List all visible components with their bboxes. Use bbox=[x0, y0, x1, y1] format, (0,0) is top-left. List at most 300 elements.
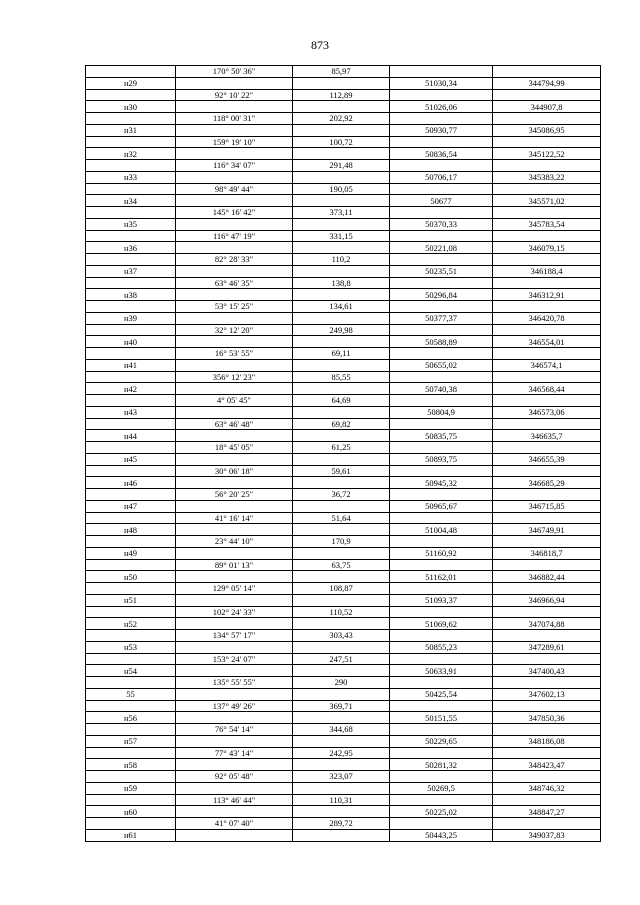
point-name-cell bbox=[86, 277, 176, 289]
x-coordinate-cell: 50269,5 bbox=[390, 782, 493, 794]
direction-angle-cell bbox=[176, 101, 293, 113]
y-coordinate-cell bbox=[493, 559, 601, 571]
distance-cell: 110,31 bbox=[293, 794, 390, 806]
x-coordinate-cell: 50221,08 bbox=[390, 242, 493, 254]
page-number: 873 bbox=[311, 38, 329, 52]
y-coordinate-cell: 345571,02 bbox=[493, 195, 601, 207]
direction-angle-cell: 134° 57' 17" bbox=[176, 630, 293, 642]
direction-angle-cell bbox=[176, 688, 293, 700]
direction-angle-cell: 135° 55' 55" bbox=[176, 677, 293, 689]
y-coordinate-cell: 346655,39 bbox=[493, 453, 601, 465]
y-coordinate-cell bbox=[493, 418, 601, 430]
distance-cell bbox=[293, 336, 390, 348]
point-name-cell bbox=[86, 160, 176, 172]
y-coordinate-cell: 347289,61 bbox=[493, 641, 601, 653]
direction-angle-cell bbox=[176, 829, 293, 841]
distance-cell: 108,87 bbox=[293, 583, 390, 595]
point-row bbox=[86, 77, 601, 89]
x-coordinate-cell bbox=[390, 536, 493, 548]
point-row bbox=[86, 782, 601, 794]
direction-angle-cell bbox=[176, 124, 293, 136]
y-coordinate-cell bbox=[493, 277, 601, 289]
y-coordinate-cell: 347602,13 bbox=[493, 688, 601, 700]
direction-angle-cell: 170° 50' 36" bbox=[176, 66, 293, 78]
direction-angle-cell: 76° 54' 14" bbox=[176, 724, 293, 736]
y-coordinate-cell bbox=[493, 113, 601, 125]
point-row bbox=[86, 148, 601, 160]
direction-angle-cell bbox=[176, 594, 293, 606]
point-name-cell: н45 bbox=[86, 453, 176, 465]
distance-cell bbox=[293, 171, 390, 183]
distance-cell bbox=[293, 430, 390, 442]
segment-row bbox=[86, 724, 601, 736]
segment-row bbox=[86, 559, 601, 571]
x-coordinate-cell bbox=[390, 512, 493, 524]
direction-angle-cell: 30° 06' 18" bbox=[176, 465, 293, 477]
x-coordinate-cell: 50835,75 bbox=[390, 430, 493, 442]
point-row bbox=[86, 242, 601, 254]
distance-cell: 36,72 bbox=[293, 489, 390, 501]
x-coordinate-cell bbox=[390, 442, 493, 454]
point-name-cell bbox=[86, 324, 176, 336]
x-coordinate-cell bbox=[390, 606, 493, 618]
y-coordinate-cell: 348847,27 bbox=[493, 806, 601, 818]
y-coordinate-cell bbox=[493, 254, 601, 266]
x-coordinate-cell: 50740,38 bbox=[390, 383, 493, 395]
segment-row bbox=[86, 794, 601, 806]
distance-cell bbox=[293, 242, 390, 254]
point-name-cell: н60 bbox=[86, 806, 176, 818]
segment-row bbox=[86, 89, 601, 101]
direction-angle-cell: 356° 12' 23" bbox=[176, 371, 293, 383]
distance-cell: 64,69 bbox=[293, 395, 390, 407]
y-coordinate-cell: 346749,91 bbox=[493, 524, 601, 536]
direction-angle-cell bbox=[176, 265, 293, 277]
point-row bbox=[86, 477, 601, 489]
y-coordinate-cell bbox=[493, 818, 601, 830]
x-coordinate-cell bbox=[390, 818, 493, 830]
distance-cell bbox=[293, 524, 390, 536]
direction-angle-cell bbox=[176, 500, 293, 512]
x-coordinate-cell: 51160,92 bbox=[390, 547, 493, 559]
direction-angle-cell bbox=[176, 359, 293, 371]
point-name-cell bbox=[86, 489, 176, 501]
x-coordinate-cell: 50296,84 bbox=[390, 289, 493, 301]
direction-angle-cell: 18° 45' 05" bbox=[176, 442, 293, 454]
segment-row bbox=[86, 418, 601, 430]
point-row bbox=[86, 383, 601, 395]
direction-angle-cell: 41° 16' 14" bbox=[176, 512, 293, 524]
point-name-cell bbox=[86, 747, 176, 759]
x-coordinate-cell: 50677 bbox=[390, 195, 493, 207]
segment-row bbox=[86, 818, 601, 830]
direction-angle-cell bbox=[176, 148, 293, 160]
distance-cell bbox=[293, 712, 390, 724]
x-coordinate-cell: 50443,25 bbox=[390, 829, 493, 841]
segment-row bbox=[86, 677, 601, 689]
point-name-cell bbox=[86, 66, 176, 78]
direction-angle-cell: 129° 05' 14" bbox=[176, 583, 293, 595]
segment-row bbox=[86, 371, 601, 383]
y-coordinate-cell bbox=[493, 89, 601, 101]
coordinates-table-body bbox=[86, 66, 601, 842]
point-name-cell bbox=[86, 136, 176, 148]
distance-cell: 85,55 bbox=[293, 371, 390, 383]
x-coordinate-cell bbox=[390, 583, 493, 595]
point-name-cell: н41 bbox=[86, 359, 176, 371]
direction-angle-cell: 82° 28' 33" bbox=[176, 254, 293, 266]
segment-row bbox=[86, 183, 601, 195]
segment-row bbox=[86, 771, 601, 783]
x-coordinate-cell bbox=[390, 301, 493, 313]
point-name-cell bbox=[86, 677, 176, 689]
x-coordinate-cell: 51093,37 bbox=[390, 594, 493, 606]
direction-angle-cell bbox=[176, 430, 293, 442]
x-coordinate-cell bbox=[390, 66, 493, 78]
distance-cell: 112,89 bbox=[293, 89, 390, 101]
distance-cell: 249,98 bbox=[293, 324, 390, 336]
y-coordinate-cell bbox=[493, 630, 601, 642]
x-coordinate-cell: 50425,54 bbox=[390, 688, 493, 700]
x-coordinate-cell: 51004,48 bbox=[390, 524, 493, 536]
distance-cell: 344,68 bbox=[293, 724, 390, 736]
x-coordinate-cell: 50804,9 bbox=[390, 406, 493, 418]
segment-row bbox=[86, 653, 601, 665]
segment-row bbox=[86, 747, 601, 759]
point-row bbox=[86, 665, 601, 677]
point-name-cell: н32 bbox=[86, 148, 176, 160]
segment-row bbox=[86, 324, 601, 336]
x-coordinate-cell: 50225,02 bbox=[390, 806, 493, 818]
y-coordinate-cell bbox=[493, 207, 601, 219]
y-coordinate-cell bbox=[493, 700, 601, 712]
x-coordinate-cell bbox=[390, 371, 493, 383]
distance-cell bbox=[293, 688, 390, 700]
y-coordinate-cell: 346882,44 bbox=[493, 571, 601, 583]
x-coordinate-cell: 50370,33 bbox=[390, 218, 493, 230]
x-coordinate-cell bbox=[390, 160, 493, 172]
distance-cell: 369,71 bbox=[293, 700, 390, 712]
y-coordinate-cell: 346966,94 bbox=[493, 594, 601, 606]
direction-angle-cell: 56° 20' 25" bbox=[176, 489, 293, 501]
direction-angle-cell: 32° 12' 20" bbox=[176, 324, 293, 336]
point-name-cell: н57 bbox=[86, 735, 176, 747]
distance-cell bbox=[293, 265, 390, 277]
distance-cell bbox=[293, 641, 390, 653]
point-name-cell: н46 bbox=[86, 477, 176, 489]
distance-cell bbox=[293, 406, 390, 418]
direction-angle-cell bbox=[176, 218, 293, 230]
direction-angle-cell bbox=[176, 524, 293, 536]
point-name-cell bbox=[86, 794, 176, 806]
x-coordinate-cell bbox=[390, 771, 493, 783]
x-coordinate-cell: 50151,55 bbox=[390, 712, 493, 724]
direction-angle-cell: 137° 49' 26" bbox=[176, 700, 293, 712]
distance-cell: 331,15 bbox=[293, 230, 390, 242]
direction-angle-cell bbox=[176, 336, 293, 348]
point-row bbox=[86, 618, 601, 630]
point-name-cell: н51 bbox=[86, 594, 176, 606]
y-coordinate-cell: 346715,85 bbox=[493, 500, 601, 512]
y-coordinate-cell bbox=[493, 512, 601, 524]
x-coordinate-cell bbox=[390, 559, 493, 571]
direction-angle-cell bbox=[176, 406, 293, 418]
direction-angle-cell: 63° 46' 35" bbox=[176, 277, 293, 289]
point-row bbox=[86, 453, 601, 465]
point-name-cell: н53 bbox=[86, 641, 176, 653]
direction-angle-cell bbox=[176, 571, 293, 583]
distance-cell bbox=[293, 124, 390, 136]
point-row bbox=[86, 547, 601, 559]
x-coordinate-cell: 50229,65 bbox=[390, 735, 493, 747]
direction-angle-cell: 153° 24' 07" bbox=[176, 653, 293, 665]
distance-cell bbox=[293, 453, 390, 465]
y-coordinate-cell: 345783,54 bbox=[493, 218, 601, 230]
direction-angle-cell bbox=[176, 759, 293, 771]
distance-cell bbox=[293, 477, 390, 489]
segment-row bbox=[86, 348, 601, 360]
y-coordinate-cell: 345086,95 bbox=[493, 124, 601, 136]
y-coordinate-cell bbox=[493, 371, 601, 383]
y-coordinate-cell: 346818,7 bbox=[493, 547, 601, 559]
y-coordinate-cell: 346554,01 bbox=[493, 336, 601, 348]
segment-row bbox=[86, 230, 601, 242]
y-coordinate-cell: 348186,08 bbox=[493, 735, 601, 747]
y-coordinate-cell bbox=[493, 442, 601, 454]
direction-angle-cell: 159° 19' 10" bbox=[176, 136, 293, 148]
direction-angle-cell: 23° 44' 10" bbox=[176, 536, 293, 548]
distance-cell bbox=[293, 289, 390, 301]
x-coordinate-cell bbox=[390, 724, 493, 736]
point-name-cell bbox=[86, 89, 176, 101]
y-coordinate-cell bbox=[493, 136, 601, 148]
point-name-cell: н39 bbox=[86, 312, 176, 324]
y-coordinate-cell: 344794,99 bbox=[493, 77, 601, 89]
point-row bbox=[86, 289, 601, 301]
distance-cell bbox=[293, 571, 390, 583]
y-coordinate-cell bbox=[493, 160, 601, 172]
point-name-cell bbox=[86, 700, 176, 712]
point-name-cell: н40 bbox=[86, 336, 176, 348]
segment-row bbox=[86, 489, 601, 501]
y-coordinate-cell: 346312,91 bbox=[493, 289, 601, 301]
direction-angle-cell bbox=[176, 641, 293, 653]
distance-cell: 247,51 bbox=[293, 653, 390, 665]
direction-angle-cell: 4° 05' 45" bbox=[176, 395, 293, 407]
y-coordinate-cell bbox=[493, 771, 601, 783]
point-name-cell: н43 bbox=[86, 406, 176, 418]
direction-angle-cell bbox=[176, 171, 293, 183]
segment-row bbox=[86, 630, 601, 642]
direction-angle-cell: 98° 49' 44" bbox=[176, 183, 293, 195]
distance-cell: 242,95 bbox=[293, 747, 390, 759]
x-coordinate-cell bbox=[390, 677, 493, 689]
point-name-cell: н49 bbox=[86, 547, 176, 559]
direction-angle-cell bbox=[176, 782, 293, 794]
direction-angle-cell: 92° 05' 48" bbox=[176, 771, 293, 783]
segment-row bbox=[86, 207, 601, 219]
x-coordinate-cell bbox=[390, 489, 493, 501]
y-coordinate-cell bbox=[493, 489, 601, 501]
segment-row bbox=[86, 395, 601, 407]
y-coordinate-cell bbox=[493, 465, 601, 477]
point-name-cell: 55 bbox=[86, 688, 176, 700]
direction-angle-cell: 63° 46' 48" bbox=[176, 418, 293, 430]
point-name-cell: н47 bbox=[86, 500, 176, 512]
point-name-cell bbox=[86, 653, 176, 665]
direction-angle-cell bbox=[176, 618, 293, 630]
x-coordinate-cell bbox=[390, 418, 493, 430]
distance-cell bbox=[293, 594, 390, 606]
point-row bbox=[86, 712, 601, 724]
point-name-cell bbox=[86, 630, 176, 642]
y-coordinate-cell bbox=[493, 653, 601, 665]
distance-cell: 134,61 bbox=[293, 301, 390, 313]
segment-row bbox=[86, 301, 601, 313]
direction-angle-cell bbox=[176, 806, 293, 818]
point-name-cell: н58 bbox=[86, 759, 176, 771]
direction-angle-cell bbox=[176, 453, 293, 465]
point-row bbox=[86, 829, 601, 841]
point-name-cell bbox=[86, 583, 176, 595]
distance-cell: 291,48 bbox=[293, 160, 390, 172]
distance-cell: 63,75 bbox=[293, 559, 390, 571]
x-coordinate-cell bbox=[390, 183, 493, 195]
y-coordinate-cell bbox=[493, 724, 601, 736]
segment-row bbox=[86, 160, 601, 172]
point-name-cell: н35 bbox=[86, 218, 176, 230]
point-row bbox=[86, 571, 601, 583]
segment-row bbox=[86, 700, 601, 712]
x-coordinate-cell: 50930,77 bbox=[390, 124, 493, 136]
y-coordinate-cell: 347074,88 bbox=[493, 618, 601, 630]
point-name-cell bbox=[86, 559, 176, 571]
distance-cell bbox=[293, 101, 390, 113]
x-coordinate-cell: 51162,01 bbox=[390, 571, 493, 583]
x-coordinate-cell: 50945,32 bbox=[390, 477, 493, 489]
point-name-cell: н38 bbox=[86, 289, 176, 301]
y-coordinate-cell bbox=[493, 183, 601, 195]
direction-angle-cell bbox=[176, 383, 293, 395]
x-coordinate-cell: 50588,89 bbox=[390, 336, 493, 348]
distance-cell: 51,64 bbox=[293, 512, 390, 524]
direction-angle-cell bbox=[176, 477, 293, 489]
distance-cell: 373,11 bbox=[293, 207, 390, 219]
distance-cell bbox=[293, 665, 390, 677]
distance-cell bbox=[293, 500, 390, 512]
point-row bbox=[86, 688, 601, 700]
distance-cell: 61,25 bbox=[293, 442, 390, 454]
y-coordinate-cell: 348746,32 bbox=[493, 782, 601, 794]
x-coordinate-cell: 50706,17 bbox=[390, 171, 493, 183]
distance-cell bbox=[293, 312, 390, 324]
point-name-cell bbox=[86, 348, 176, 360]
point-name-cell: н59 bbox=[86, 782, 176, 794]
segment-row bbox=[86, 442, 601, 454]
y-coordinate-cell bbox=[493, 583, 601, 595]
y-coordinate-cell: 346574,1 bbox=[493, 359, 601, 371]
x-coordinate-cell: 50633,91 bbox=[390, 665, 493, 677]
point-row bbox=[86, 759, 601, 771]
x-coordinate-cell bbox=[390, 277, 493, 289]
direction-angle-cell: 77° 43' 14" bbox=[176, 747, 293, 759]
y-coordinate-cell bbox=[493, 348, 601, 360]
point-row bbox=[86, 312, 601, 324]
point-row bbox=[86, 806, 601, 818]
x-coordinate-cell bbox=[390, 89, 493, 101]
point-name-cell bbox=[86, 301, 176, 313]
distance-cell: 170,9 bbox=[293, 536, 390, 548]
point-row bbox=[86, 430, 601, 442]
point-row bbox=[86, 641, 601, 653]
y-coordinate-cell bbox=[493, 677, 601, 689]
y-coordinate-cell: 346188,4 bbox=[493, 265, 601, 277]
point-name-cell bbox=[86, 442, 176, 454]
x-coordinate-cell: 50836,54 bbox=[390, 148, 493, 160]
point-name-cell bbox=[86, 771, 176, 783]
distance-cell bbox=[293, 618, 390, 630]
direction-angle-cell bbox=[176, 735, 293, 747]
segment-row bbox=[86, 512, 601, 524]
distance-cell: 190,05 bbox=[293, 183, 390, 195]
point-name-cell bbox=[86, 606, 176, 618]
point-name-cell: н34 bbox=[86, 195, 176, 207]
distance-cell bbox=[293, 735, 390, 747]
x-coordinate-cell: 50655,02 bbox=[390, 359, 493, 371]
point-name-cell bbox=[86, 230, 176, 242]
y-coordinate-cell: 347400,43 bbox=[493, 665, 601, 677]
distance-cell: 69,11 bbox=[293, 348, 390, 360]
distance-cell: 59,61 bbox=[293, 465, 390, 477]
x-coordinate-cell: 51069,62 bbox=[390, 618, 493, 630]
x-coordinate-cell bbox=[390, 230, 493, 242]
x-coordinate-cell: 50965,67 bbox=[390, 500, 493, 512]
y-coordinate-cell: 346635,7 bbox=[493, 430, 601, 442]
distance-cell bbox=[293, 148, 390, 160]
direction-angle-cell bbox=[176, 77, 293, 89]
point-name-cell: н31 bbox=[86, 124, 176, 136]
y-coordinate-cell bbox=[493, 794, 601, 806]
point-name-cell: н29 bbox=[86, 77, 176, 89]
x-coordinate-cell bbox=[390, 395, 493, 407]
point-name-cell: н33 bbox=[86, 171, 176, 183]
distance-cell: 110,2 bbox=[293, 254, 390, 266]
x-coordinate-cell: 51026,06 bbox=[390, 101, 493, 113]
point-name-cell: н42 bbox=[86, 383, 176, 395]
point-row bbox=[86, 594, 601, 606]
direction-angle-cell: 116° 34' 07" bbox=[176, 160, 293, 172]
point-row bbox=[86, 735, 601, 747]
direction-angle-cell bbox=[176, 665, 293, 677]
direction-angle-cell bbox=[176, 547, 293, 559]
distance-cell bbox=[293, 759, 390, 771]
distance-cell: 69,82 bbox=[293, 418, 390, 430]
y-coordinate-cell: 349037,83 bbox=[493, 829, 601, 841]
y-coordinate-cell bbox=[493, 324, 601, 336]
point-row bbox=[86, 218, 601, 230]
point-name-cell bbox=[86, 536, 176, 548]
point-name-cell bbox=[86, 512, 176, 524]
point-name-cell bbox=[86, 724, 176, 736]
distance-cell bbox=[293, 77, 390, 89]
y-coordinate-cell bbox=[493, 606, 601, 618]
y-coordinate-cell: 348423,47 bbox=[493, 759, 601, 771]
distance-cell bbox=[293, 383, 390, 395]
point-row bbox=[86, 359, 601, 371]
distance-cell: 303,43 bbox=[293, 630, 390, 642]
point-name-cell: н61 bbox=[86, 829, 176, 841]
y-coordinate-cell bbox=[493, 230, 601, 242]
